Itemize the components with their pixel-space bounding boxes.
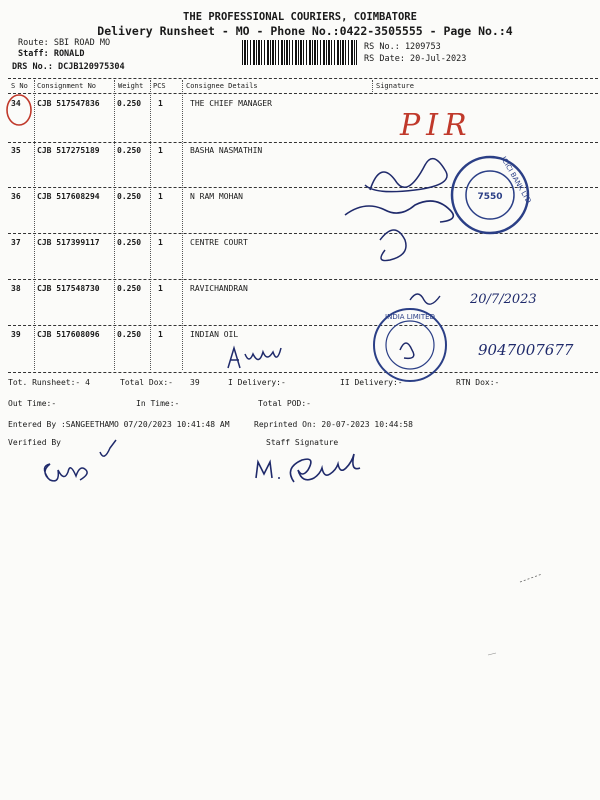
row-weight: 0.250 [117, 146, 142, 155]
signature-scribble [410, 294, 440, 304]
total-dox-value: 39 [190, 378, 200, 387]
svg-text:7550: 7550 [477, 192, 503, 202]
row-weight: 0.250 [117, 330, 142, 339]
red-circle-mark [7, 95, 31, 125]
row-consignee: INDIAN OIL [190, 330, 239, 339]
row-sno: 35 [11, 146, 21, 155]
col-signature: Signature [376, 82, 414, 90]
runsheet-title: Delivery Runsheet - MO - Phone No.:0422-3505555 - Page No.:4 [97, 24, 513, 38]
signature-scribble [380, 230, 406, 261]
company-title: THE PROFESSIONAL COURIERS, COIMBATORE [183, 11, 417, 23]
i-delivery: I Delivery:- [228, 378, 286, 387]
route-label: Route: SBI ROAD MO [18, 38, 111, 48]
row-consignee: RAVICHANDRAN [190, 284, 248, 293]
icici-stamp [452, 155, 533, 233]
staff-signature [256, 454, 360, 482]
row-consignee: N RAM MOHAN [190, 192, 243, 201]
row-weight: 0.250 [117, 192, 142, 201]
row-pcs: 1 [158, 146, 163, 155]
row-consignee: BASHA NASMATHIN [190, 146, 263, 155]
row-sno: 34 [11, 99, 21, 108]
row-sno: 39 [11, 330, 21, 339]
row-sno: 38 [11, 284, 21, 293]
row-weight: 0.250 [117, 238, 142, 247]
row34-signature: PIR [400, 108, 473, 143]
row38-date: 20/7/2023 [470, 292, 537, 307]
total-pod: Total POD:- [258, 399, 311, 408]
verifier-signature [44, 440, 116, 481]
row-consignment: CJB 517275189 [37, 146, 100, 155]
row-sno: 36 [11, 192, 21, 201]
row-consignment: CJB 517548730 [37, 284, 100, 293]
ii-delivery: II Delivery:- [340, 378, 403, 387]
row-sno: 37 [11, 238, 21, 247]
row39-phone: 9047007677 [478, 341, 574, 359]
stray-mark [520, 574, 542, 582]
signature-scribble [345, 201, 453, 222]
row-consignee: CENTRE COURT [190, 238, 248, 247]
col-sno: S No [11, 82, 28, 90]
col-weight: Weight [118, 82, 144, 90]
indian-oil-stamp [374, 309, 446, 381]
row-weight: 0.250 [117, 99, 142, 108]
col-consignee: Consignee Details [186, 82, 258, 90]
total-runsheet: Tot. Runsheet:- 4 [8, 378, 90, 387]
verified-by-label: Verified By [8, 438, 61, 447]
rs-number: RS No.: 1209753 [364, 42, 441, 52]
row-consignment: CJB 517608096 [37, 330, 100, 339]
row-consignment: CJB 517608294 [37, 192, 100, 201]
row-pcs: 1 [158, 238, 163, 247]
row-consignment: CJB 517399117 [37, 238, 100, 247]
row-weight: 0.250 [117, 284, 142, 293]
row-consignee: THE CHIEF MANAGER [190, 99, 272, 108]
signature-scribble [365, 159, 447, 192]
out-time: Out Time:- [8, 399, 57, 408]
drs-number: DRS No.: DCJB120975304 [12, 62, 125, 72]
stray-mark [488, 653, 496, 655]
row-pcs: 1 [158, 284, 163, 293]
total-dox-label: Total Dox:- [120, 378, 173, 387]
col-consignment: Consignment No [37, 82, 97, 90]
rtn-dox: RTN Dox:- [456, 378, 500, 387]
row-pcs: 1 [158, 99, 163, 108]
rs-date: RS Date: 20-Jul-2023 [364, 54, 467, 64]
row-pcs: 1 [158, 330, 163, 339]
signature-scribble [228, 348, 281, 368]
entered-by: Entered By :SANGEETHAMO 07/20/2023 10:41:48 AM [8, 420, 230, 429]
icici-stamp-text: ICICI BANK LTD [499, 155, 533, 205]
staff-label: Staff: RONALD [18, 49, 85, 59]
reprinted-on: Reprinted On: 20-07-2023 10:44:58 [254, 420, 413, 429]
col-pcs: PCS [153, 82, 166, 90]
staff-signature-label: Staff Signature [266, 438, 339, 447]
in-time: In Time:- [136, 399, 180, 408]
indian-oil-stamp-text: INDIA LIMITED [385, 313, 435, 321]
row-consignment: CJB 517547836 [37, 99, 100, 108]
row-pcs: 1 [158, 192, 163, 201]
